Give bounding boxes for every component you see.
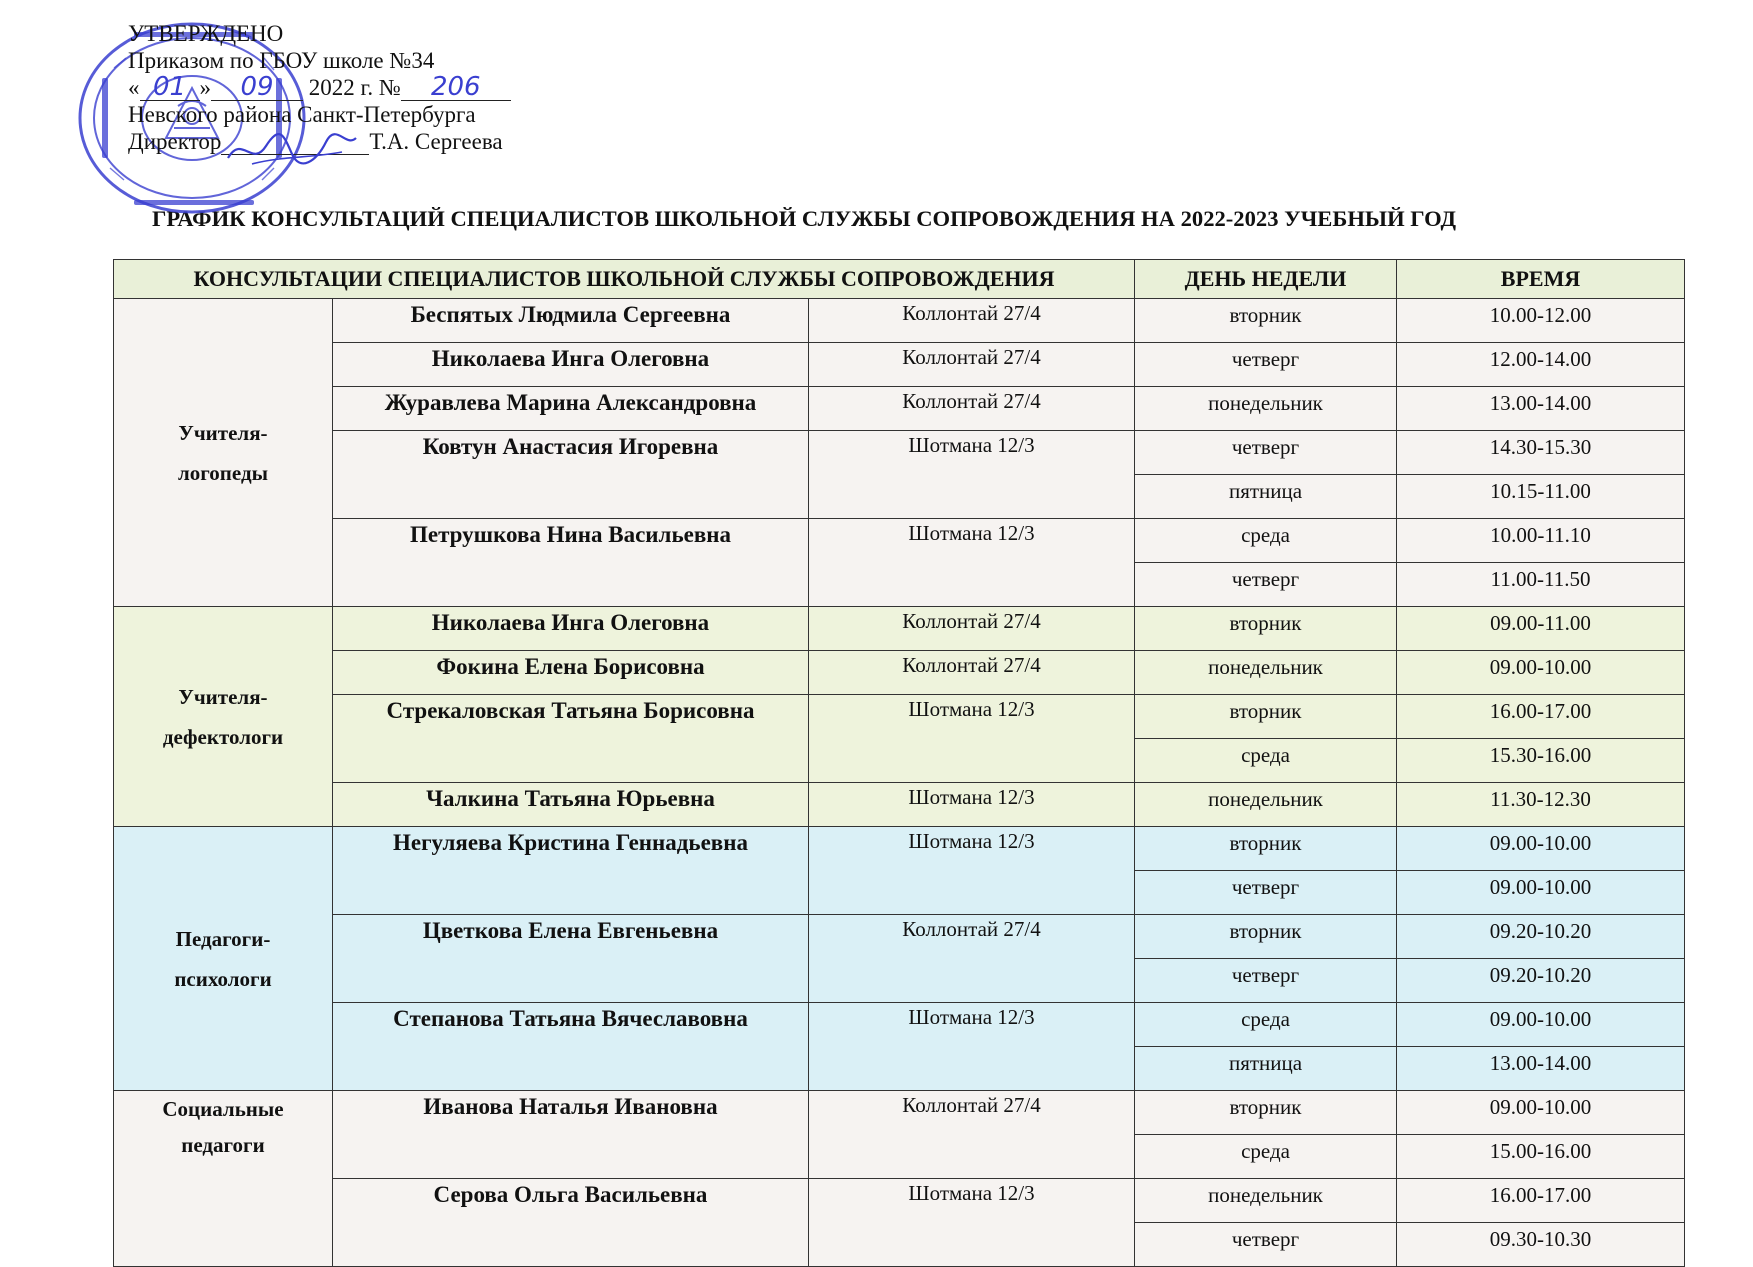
table-row — [114, 1091, 1685, 1135]
consultation-day: понедельник — [1135, 387, 1397, 431]
table-row — [114, 915, 1685, 959]
category-label-line1: Учителя- — [178, 684, 268, 709]
consultation-time: 09.00-10.00 — [1397, 651, 1685, 695]
specialist-address: Коллонтай 27/4 — [809, 607, 1135, 651]
specialist-address: Коллонтай 27/4 — [809, 299, 1135, 343]
header-time: ВРЕМЯ — [1397, 260, 1685, 299]
consultation-day: среда — [1135, 1003, 1397, 1047]
consultation-time: 11.30-12.30 — [1397, 783, 1685, 827]
consultation-day: понедельник — [1135, 651, 1397, 695]
specialist-name: Иванова Наталья Ивановна — [333, 1091, 809, 1179]
table-row — [114, 299, 1685, 343]
table-row — [114, 695, 1685, 739]
consultation-time: 09.00-10.00 — [1397, 827, 1685, 871]
consultation-schedule-table — [113, 259, 1685, 1267]
table-header-row — [114, 260, 1685, 299]
consultation-day: вторник — [1135, 915, 1397, 959]
category-cell — [114, 607, 333, 827]
category-cell — [114, 827, 333, 1091]
specialist-name: Негуляева Кристина Геннадьевна — [333, 827, 809, 915]
consultation-day: вторник — [1135, 827, 1397, 871]
specialist-address: Коллонтай 27/4 — [809, 651, 1135, 695]
approval-director-name: Т.А. Сергеева — [369, 129, 503, 154]
consultation-day: четверг — [1135, 343, 1397, 387]
approval-quote-open: « — [128, 75, 140, 100]
director-signature — [222, 128, 362, 172]
category-cell — [114, 1091, 333, 1267]
specialist-address: Шотмана 12/3 — [809, 1003, 1135, 1091]
category-label-line2: дефектологи — [162, 724, 284, 749]
consultation-day: среда — [1135, 739, 1397, 783]
category-cell — [114, 299, 333, 607]
approval-heading: УТВЕРЖДЕНО — [128, 21, 284, 46]
specialist-address: Шотмана 12/3 — [809, 1179, 1135, 1267]
category-label-line2: психологи — [174, 966, 272, 991]
table-row — [114, 651, 1685, 695]
approval-number: 206 — [430, 72, 481, 102]
consultation-day: четверг — [1135, 563, 1397, 607]
approval-district-line: Невского района Санкт-Петербурга — [128, 102, 476, 127]
specialist-name: Чалкина Татьяна Юрьевна — [333, 783, 809, 827]
approval-quote-close: » — [199, 75, 211, 100]
specialist-name: Степанова Татьяна Вячеславовна — [333, 1003, 809, 1091]
specialist-name: Ковтун Анастасия Игоревна — [333, 431, 809, 519]
specialist-address: Шотмана 12/3 — [809, 827, 1135, 915]
specialist-address: Шотмана 12/3 — [809, 695, 1135, 783]
consultation-time: 09.00-10.00 — [1397, 871, 1685, 915]
table-body — [114, 299, 1685, 1267]
specialist-address: Коллонтай 27/4 — [809, 915, 1135, 1003]
specialist-address: Шотмана 12/3 — [809, 431, 1135, 519]
specialist-name: Фокина Елена Борисовна — [333, 651, 809, 695]
consultation-time: 11.00-11.50 — [1397, 563, 1685, 607]
consultation-day: понедельник — [1135, 1179, 1397, 1223]
consultation-time: 10.00-12.00 — [1397, 299, 1685, 343]
table-row — [114, 827, 1685, 871]
table-row — [114, 519, 1685, 563]
consultation-day: пятница — [1135, 1047, 1397, 1091]
consultation-time: 12.00-14.00 — [1397, 343, 1685, 387]
consultation-day: вторник — [1135, 1091, 1397, 1135]
approval-day: 01 — [152, 72, 187, 102]
consultation-time: 10.15-11.00 — [1397, 475, 1685, 519]
approval-month: 09 — [240, 72, 274, 102]
category-label-line1: Педагоги- — [175, 926, 271, 951]
approval-order-line: Приказом по ГБОУ школе №34 — [128, 48, 435, 73]
specialist-address: Коллонтай 27/4 — [809, 343, 1135, 387]
consultation-time: 10.00-11.10 — [1397, 519, 1685, 563]
consultation-day: четверг — [1135, 431, 1397, 475]
table-row — [114, 387, 1685, 431]
consultation-day: вторник — [1135, 607, 1397, 651]
consultation-day: понедельник — [1135, 783, 1397, 827]
consultation-day: вторник — [1135, 299, 1397, 343]
specialist-name: Беспятых Людмила Сергеевна — [333, 299, 809, 343]
approval-number-sign: № — [378, 75, 401, 100]
consultation-time: 15.00-16.00 — [1397, 1135, 1685, 1179]
consultation-day: среда — [1135, 519, 1397, 563]
table-row — [114, 1003, 1685, 1047]
consultation-day: вторник — [1135, 695, 1397, 739]
specialist-name: Николаева Инга Олеговна — [333, 607, 809, 651]
consultation-time: 15.30-16.00 — [1397, 739, 1685, 783]
document-title: ГРАФИК КОНСУЛЬТАЦИЙ СПЕЦИАЛИСТОВ ШКОЛЬНОЙ СЛУЖБЫ СОПРОВОЖДЕНИЯ НА 2022-2023 УЧЕБНЫЙ ГОД — [152, 206, 1457, 231]
category-label-line1: Социальные — [162, 1097, 284, 1121]
table-row — [114, 1179, 1685, 1223]
consultation-day: четверг — [1135, 871, 1397, 915]
table-row — [114, 783, 1685, 827]
category-label-line1: Учителя- — [178, 420, 268, 445]
consultation-time: 09.30-10.30 — [1397, 1223, 1685, 1267]
consultation-day: четверг — [1135, 959, 1397, 1003]
header-day: ДЕНЬ НЕДЕЛИ — [1135, 260, 1397, 299]
approval-director-label: Директор — [128, 129, 222, 154]
consultation-time: 16.00-17.00 — [1397, 1179, 1685, 1223]
specialist-name: Стрекаловская Татьяна Борисовна — [333, 695, 809, 783]
category-label-line2: педагоги — [181, 1133, 265, 1157]
header-specialists: КОНСУЛЬТАЦИИ СПЕЦИАЛИСТОВ ШКОЛЬНОЙ СЛУЖБЫ СОПРОВОЖДЕНИЯ — [114, 260, 1135, 299]
consultation-day: среда — [1135, 1135, 1397, 1179]
specialist-name: Цветкова Елена Евгеньевна — [333, 915, 809, 1003]
consultation-day: пятница — [1135, 475, 1397, 519]
category-label-line2: логопеды — [178, 460, 268, 485]
approval-date-line — [128, 74, 511, 101]
specialist-address: Коллонтай 27/4 — [809, 1091, 1135, 1179]
consultation-day: четверг — [1135, 1223, 1397, 1267]
table-row — [114, 607, 1685, 651]
consultation-time: 13.00-14.00 — [1397, 387, 1685, 431]
specialist-name: Серова Ольга Васильевна — [333, 1179, 809, 1267]
specialist-name: Николаева Инга Олеговна — [333, 343, 809, 387]
approval-year: 2022 г. — [308, 75, 374, 100]
specialist-address: Коллонтай 27/4 — [809, 387, 1135, 431]
specialist-name: Петрушкова Нина Васильевна — [333, 519, 809, 607]
consultation-time: 09.20-10.20 — [1397, 959, 1685, 1003]
specialist-name: Журавлева Марина Александровна — [333, 387, 809, 431]
consultation-time: 09.00-11.00 — [1397, 607, 1685, 651]
consultation-time: 09.00-10.00 — [1397, 1003, 1685, 1047]
specialist-address: Шотмана 12/3 — [809, 783, 1135, 827]
consultation-time: 09.20-10.20 — [1397, 915, 1685, 959]
table-row — [114, 431, 1685, 475]
table-row — [114, 343, 1685, 387]
consultation-time: 09.00-10.00 — [1397, 1091, 1685, 1135]
consultation-time: 16.00-17.00 — [1397, 695, 1685, 739]
specialist-address: Шотмана 12/3 — [809, 519, 1135, 607]
consultation-time: 14.30-15.30 — [1397, 431, 1685, 475]
consultation-time: 13.00-14.00 — [1397, 1047, 1685, 1091]
